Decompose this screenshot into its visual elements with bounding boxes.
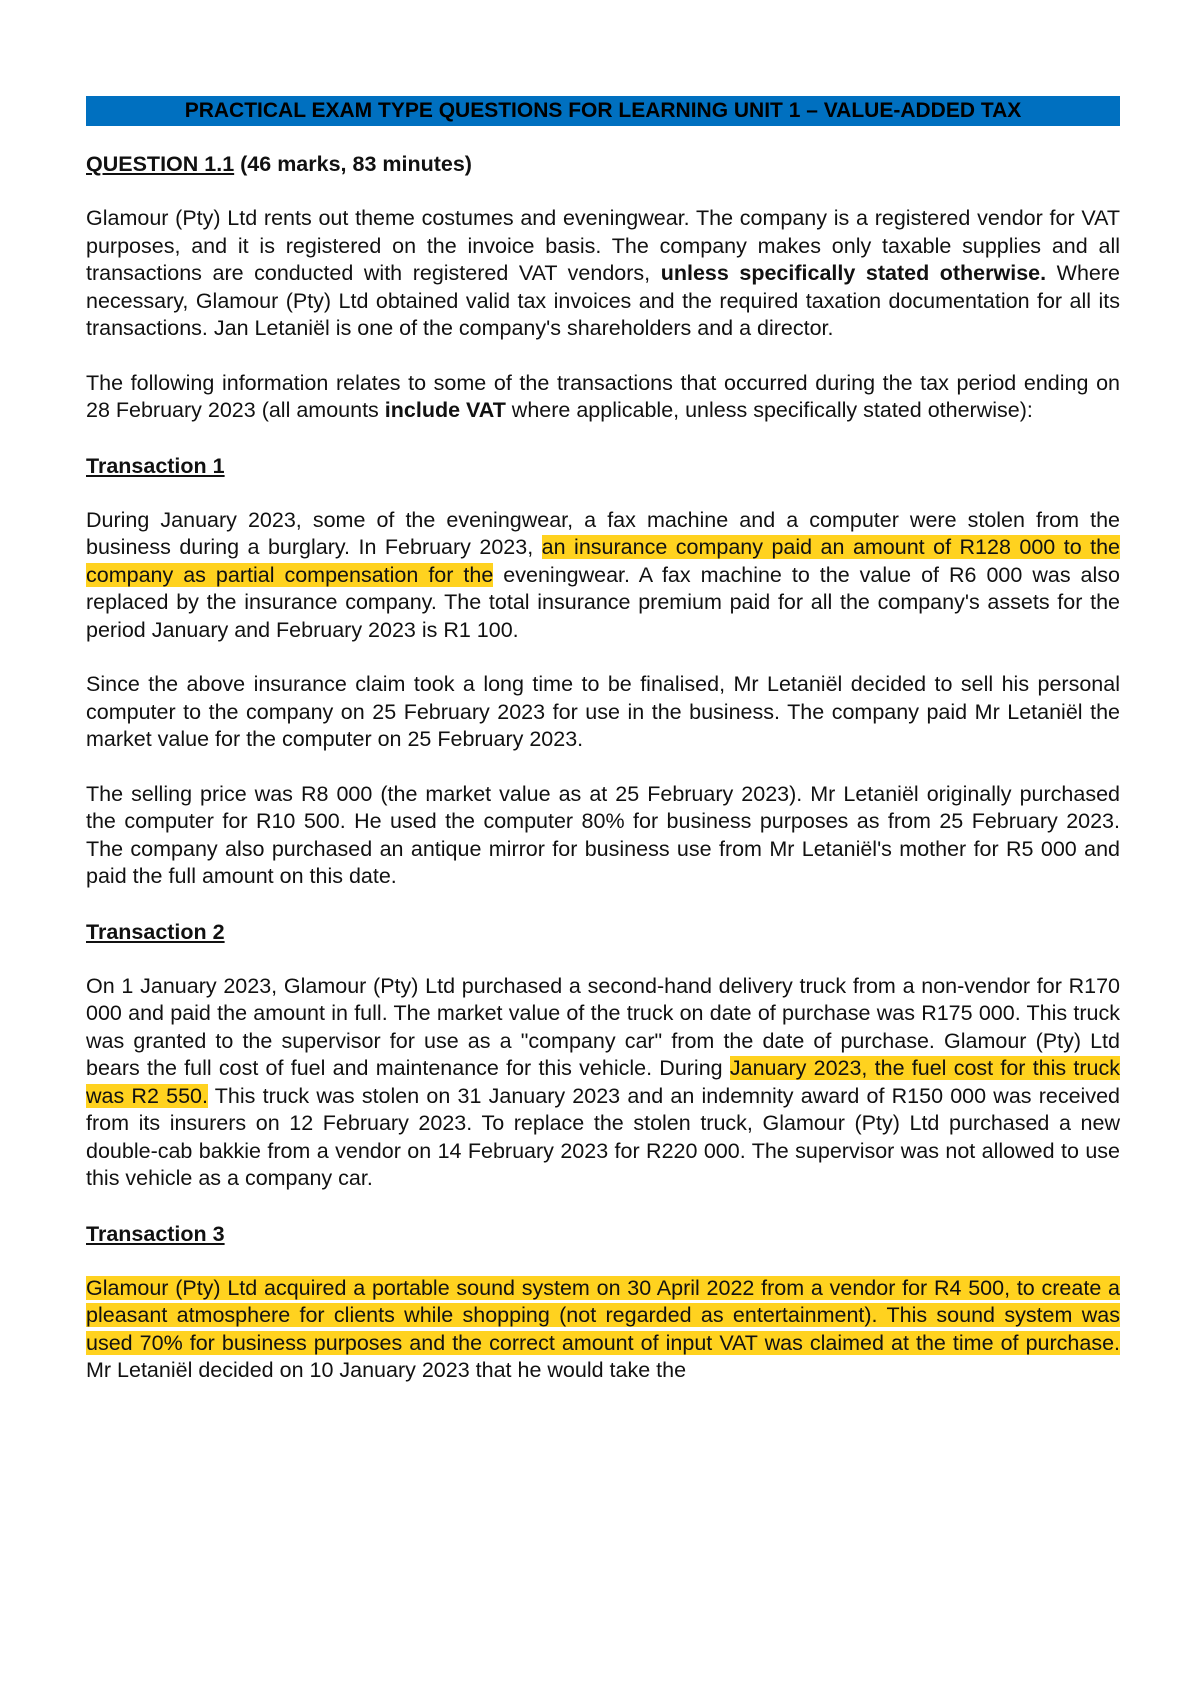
intro-p2-bold: include VAT xyxy=(384,398,506,422)
transaction-1-heading: Transaction 1 xyxy=(86,453,225,478)
t3-p1-highlight: Glamour (Pty) Ltd acquired a portable sound system on 30 April 2022 from a vendor for R4 500, to create a pleasant atmosphere for clients while shopping (not regarded as entertainment). This sound system was used 70% for business purposes and the correct amount of input VAT was claimed at the time of purchase. xyxy=(86,1275,1120,1355)
intro-paragraph-1 xyxy=(86,205,1120,343)
transaction-3-paragraph-1 xyxy=(86,1275,1120,1385)
t1-p1-text-b: eveningwear. A fax machine to the value of R6 000 was also replaced by the insurance company. The total insurance premium paid for all the company's assets for the period January and February 2023 is R1 100. xyxy=(86,562,1120,642)
page-title: PRACTICAL EXAM TYPE QUESTIONS FOR LEARNING UNIT 1 – VALUE-ADDED TAX xyxy=(86,96,1120,126)
transaction-3-heading: Transaction 3 xyxy=(86,1221,225,1246)
question-meta: (46 marks, 83 minutes) xyxy=(240,152,472,176)
intro-p2-text-b: where applicable, unless specifically stated otherwise): xyxy=(505,398,1033,422)
intro-p1-text-a: Glamour (Pty) Ltd rents out theme costumes and eveningwear. The company is a registered vendor for VAT purposes, and it is registered on the invoice basis. The company makes only taxable supplies and all transactions are conducted with registered VAT vendors, xyxy=(86,206,1120,285)
t1-p1-highlight: an insurance company paid an amount of R128 000 to the company as partial compensation for the xyxy=(86,535,1121,587)
transaction-1-paragraph-3: The selling price was R8 000 (the market value as at 25 February 2023). Mr Letaniël originally purchased the computer for R10 500. He used the computer 80% for business purposes as from 25 February 2023. The company also purchased an antique mirror for business use from Mr Letaniël's mother for R5 000 and paid the full amount on this date. xyxy=(86,781,1120,888)
t2-p1-highlight: January 2023, the fuel cost for this truck was R2 550. xyxy=(86,1056,1120,1108)
t3-p1-text-b: Mr Letaniël decided on 10 January 2023 that he would take the xyxy=(86,1358,687,1382)
transaction-1-paragraph-2: Since the above insurance claim took a long time to be finalised, Mr Letaniël decided to sell his personal computer to the company on 25 February 2023 for use in the business. The company paid Mr Letaniël the market value for the computer on 25 February 2023. xyxy=(86,672,1120,751)
intro-p1-text-b: Where necessary, Glamour (Pty) Ltd obtained valid tax invoices and the required taxation documentation for all its transactions. Jan Letaniël is one of the company's shareholders and a director. xyxy=(86,261,1120,340)
transaction-2-paragraph-1 xyxy=(86,973,1120,1193)
question-label: QUESTION 1.1 xyxy=(86,152,235,176)
t2-p1-text-a: On 1 January 2023, Glamour (Pty) Ltd purchased a second-hand delivery truck from a non-vendor for R170 000 and paid the amount in full. The market value of the truck on date of purchase was R175 000. This truck was granted to the supervisor for use as a "company car" from the date of purchase. Glamour (Pty) Ltd bears the full cost of fuel and maintenance for this vehicle. During xyxy=(86,973,1120,1080)
transaction-2-heading: Transaction 2 xyxy=(86,919,225,944)
transaction-1-paragraph-1 xyxy=(86,507,1120,645)
t1-p1-text-a: During January 2023, some of the eveningwear, a fax machine and a computer were stolen from the business during a burglary. In February 2023, xyxy=(86,507,1120,559)
intro-paragraph-2 xyxy=(86,370,1120,425)
document-page xyxy=(86,96,1120,1385)
t2-p1-text-b: This truck was stolen on 31 January 2023 and an indemnity award of R150 000 was received from its insurers on 12 February 2023. To replace the stolen truck, Glamour (Pty) Ltd purchased a new double-cab bakkie from a vendor on 14 February 2023 for R220 000. The supervisor was not allowed to use this vehicle as a company car. xyxy=(86,1083,1120,1190)
intro-p1-bold: unless specifically stated otherwise. xyxy=(660,261,1047,285)
intro-p2-text-a: The following information relates to some of the transactions that occurred during the tax period ending on 28 February 2023 (all amounts xyxy=(86,370,1120,422)
question-heading xyxy=(86,150,1120,178)
